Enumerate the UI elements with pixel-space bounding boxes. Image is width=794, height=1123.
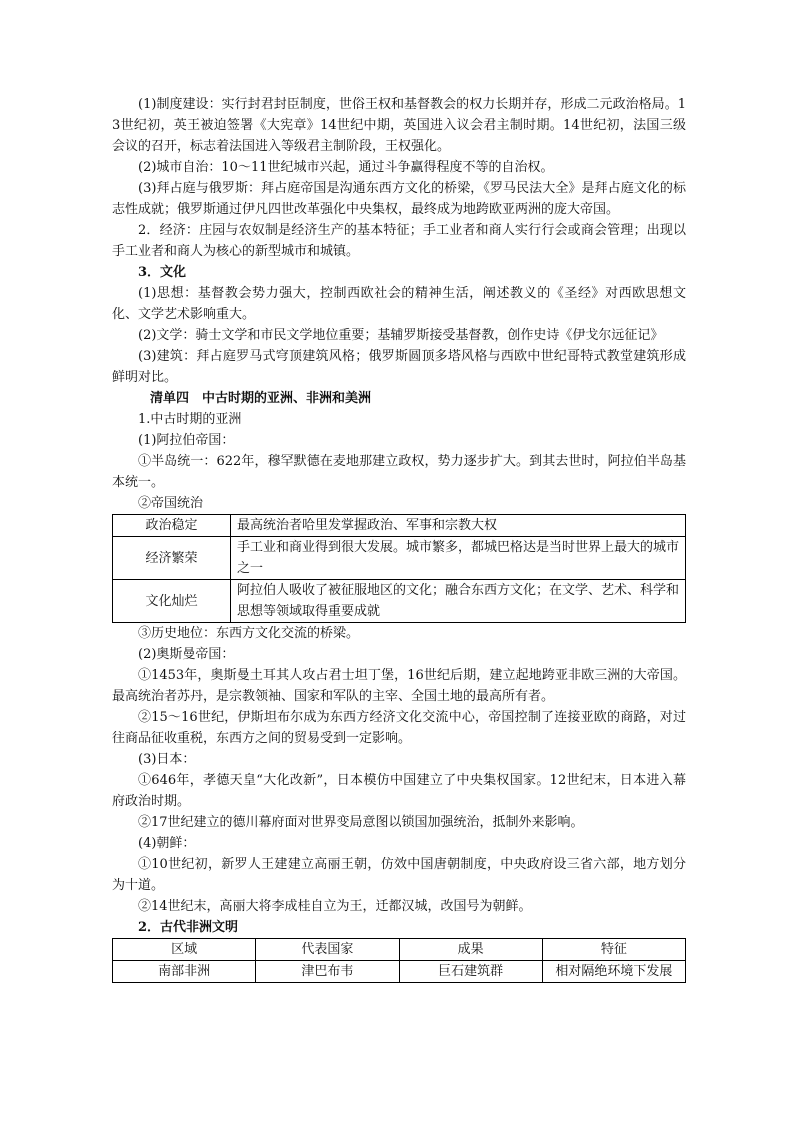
table-header-cell: 代表国家 — [256, 939, 399, 961]
table-cell: 津巴布韦 — [256, 961, 399, 983]
paragraph-japan-2: ②17世纪建立的德川幕府面对世界变局意图以锁国加强统治，抵制外来影响。 — [138, 815, 584, 830]
heading-asia: 1.中古时期的亚洲 — [138, 412, 242, 427]
heading-culture: 3．文化 — [138, 265, 187, 280]
paragraph-architecture: (3)建筑：拜占庭罗马式穹顶建筑风格；俄罗斯圆顶多塔风格与西欧中世纪哥特式教堂建筑形成鲜明对比。 — [112, 349, 686, 385]
africa-table — [112, 938, 686, 983]
paragraph-byzantium: (3)拜占庭与俄罗斯：拜占庭帝国是沟通东西方文化的桥梁，《罗马民法大全》是拜占庭文化的标志性成就；俄罗斯通过伊凡四世改革强化中央集权，最终成为地跨欧亚两洲的庞大帝国。 — [112, 181, 686, 217]
table-header-cell: 成果 — [399, 939, 542, 961]
table-row — [113, 537, 686, 580]
paragraph-ottoman-2: ②15～16世纪，伊斯坦布尔成为东西方经济文化交流中心，帝国控制了连接亚欧的商路，对过往商品征收重税，东西方之间的贸易受到一定影响。 — [112, 710, 686, 746]
paragraph-japan-1: ①646年，孝德天皇“大化改新”，日本模仿中国建立了中央集权国家。12世纪末，日本进入幕府政治时期。 — [112, 773, 686, 809]
paragraph-historical-status: ③历史地位：东西方文化交流的桥梁。 — [138, 626, 360, 641]
table-cell: 相对隔绝环境下发展 — [542, 961, 685, 983]
paragraph-korea-1: ①10世纪初，新罗人王建建立高丽王朝，仿效中国唐朝制度，中央政府设三省六部，地方划分为十道。 — [112, 857, 686, 893]
paragraph-peninsula: ①半岛统一：622年，穆罕默德在麦地那建立政权，势力逐步扩大。到其去世时，阿拉伯半岛基本统一。 — [112, 454, 686, 490]
document-page — [112, 94, 686, 983]
table-header-row — [113, 939, 686, 961]
table-cell-label: 文化灿烂 — [113, 580, 231, 623]
table-cell-content: 手工业和商业得到很大发展。城市繁多，都城巴格达是当时世界上最大的城市之一 — [231, 537, 686, 580]
table-row — [113, 961, 686, 983]
paragraph-korea: (4)朝鲜： — [138, 836, 196, 851]
paragraph-literature: (2)文学：骑士文学和市民文学地位重要；基辅罗斯接受基督教，创作史诗《伊戈尔远征记》 — [138, 328, 664, 343]
table-cell: 南部非洲 — [113, 961, 256, 983]
table-row — [113, 515, 686, 537]
table-row — [113, 580, 686, 623]
paragraph-ottoman-1: ①1453年，奥斯曼土耳其人攻占君士坦丁堡，16世纪后期，建立起地跨亚非欧三洲的大帝国。最高统治者苏丹，是宗教领袖、国家和军队的主宰、全国土地的最高所有者。 — [112, 668, 686, 704]
empire-rule-table — [112, 514, 686, 623]
table-header-cell: 区域 — [113, 939, 256, 961]
paragraph-japan: (3)日本： — [138, 752, 196, 767]
paragraph-empire-rule: ②帝国统治 — [138, 496, 204, 511]
paragraph-arab-empire: (1)阿拉伯帝国： — [138, 433, 235, 448]
paragraph-korea-2: ②14世纪末，高丽大将李成桂自立为王，迁都汉城，改国号为朝鲜。 — [138, 899, 532, 914]
heading-africa: 2．古代非洲文明 — [138, 920, 239, 935]
table-cell-content: 最高统治者哈里发掌握政治、军事和宗教大权 — [231, 515, 686, 537]
table-header-cell: 特征 — [542, 939, 685, 961]
table-cell-label: 政治稳定 — [113, 515, 231, 537]
section-4-title: 清单四 中古时期的亚洲、非洲和美洲 — [150, 391, 372, 406]
paragraph-city: (2)城市自治：10～11世纪城市兴起，通过斗争赢得程度不等的自治权。 — [138, 160, 554, 175]
paragraph-thought: (1)思想：基督教会势力强大，控制西欧社会的精神生活，阐述教义的《圣经》对西欧思想文化、文学艺术影响重大。 — [112, 286, 686, 322]
table-cell: 巨石建筑群 — [399, 961, 542, 983]
paragraph-ottoman: (2)奥斯曼帝国： — [138, 647, 235, 662]
paragraph-system: (1)制度建设：实行封君封臣制度，世俗王权和基督教会的权力长期并存，形成二元政治格局。13世纪初，英王被迫签署《大宪章》14世纪中期，英国进入议会君主制时期。14世纪初，法国三级会议的召开，标志着法国进入等级君主制阶段，王权强化。 — [112, 97, 686, 154]
table-cell-content: 阿拉伯人吸收了被征服地区的文化；融合东西方文化；在文学、艺术、科学和思想等领域取得重要成就 — [231, 580, 686, 623]
paragraph-economy: 2．经济：庄园与农奴制是经济生产的基本特征；手工业者和商人实行行会或商会管理；出现以手工业者和商人为核心的新型城市和城镇。 — [112, 223, 686, 259]
table-cell-label: 经济繁荣 — [113, 537, 231, 580]
